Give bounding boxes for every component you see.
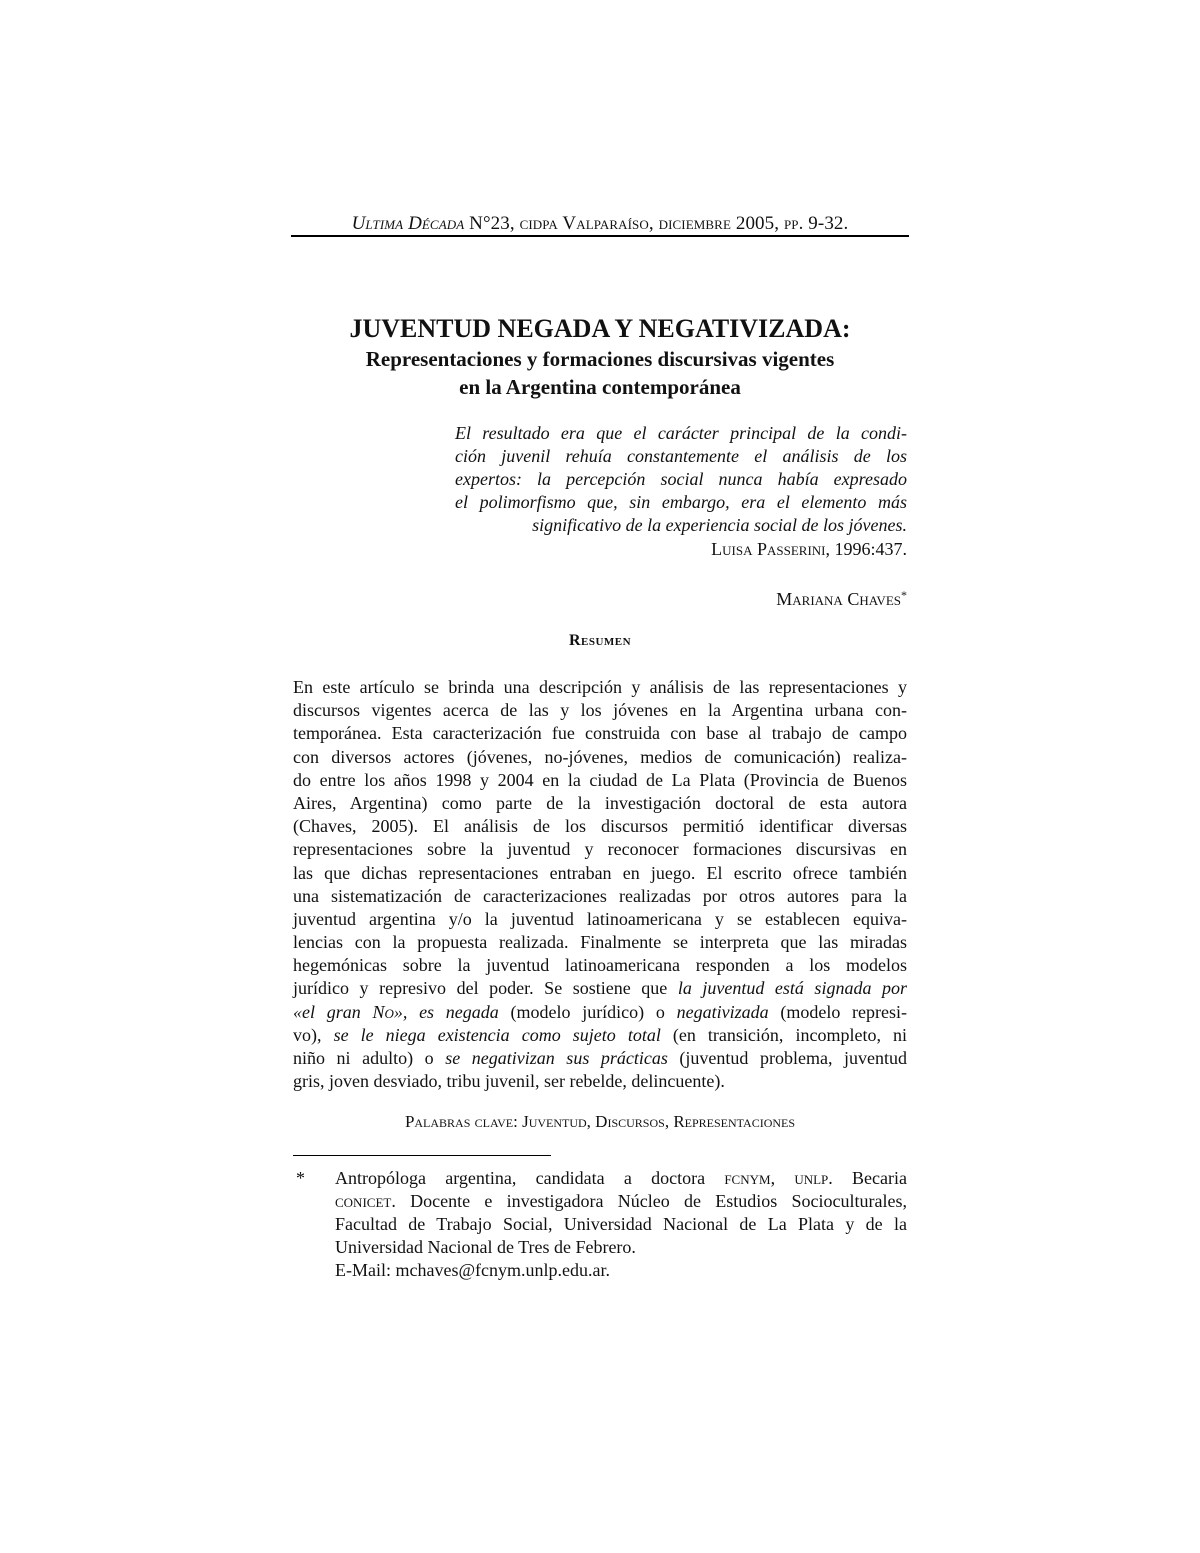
abstract-emphasis: No [372,1001,394,1022]
abstract-line: lencias con la propuesta realizada. Finalmente se interpreta que las miradas [293,932,907,953]
abstract-text: niño ni adulto) o [293,1048,446,1068]
epigraph-line: El resultado era que el carácter principal de la condi- [455,423,907,443]
footnote-rule [293,1155,551,1156]
footnote-line: Universidad Nacional de Tres de Febrero. [335,1237,636,1257]
abstract-line: juventud argentina y/o la juventud latinoamericana y se establecen equiva- [293,908,907,929]
footnote-abbr: fcnym [724,1168,771,1188]
article-subtitle-line-1: Representaciones y formaciones discursivas vigentes [365,347,835,371]
abstract-emphasis: se negativizan sus prácticas [445,1048,668,1068]
abstract-emphasis: «el gran [293,1001,373,1022]
footnote-body [335,1167,907,1282]
epigraph-line: el polimorfismo que, sin embargo, era el elemento más [455,492,907,512]
abstract-line: las que dichas representaciones entraban en juego. El escrito ofrece también [293,862,907,883]
abstract-line [293,1047,907,1070]
footnote-mark: * [296,1168,305,1188]
abstract-line: Aires, Argentina) como parte de la investigación doctoral de esta autora [293,792,907,813]
abstract-line: una sistematización de caracterizaciones realizadas por otros autores para la [293,885,907,906]
footnote-abbr: conicet [335,1191,392,1211]
abstract-text: jurídico y represivo del poder. Se sostiene que [293,978,678,999]
header-rule [291,235,909,237]
epigraph-source: Luisa Passerini, 1996:437. [711,539,907,559]
epigraph-line: ción juvenil rehuía constantemente el análisis de los [455,446,907,466]
abstract-line: representaciones sobre la juventud y reconocer formaciones discursivas en [293,839,907,860]
epigraph [455,422,907,537]
issue-number: N°23, [469,213,515,234]
abstract-emphasis: negativizada [676,1001,769,1022]
article-title: JUVENTUD NEGADA Y NEGATIVIZADA: [349,314,851,343]
article-subtitle-line-2: en la Argentina contemporánea [459,375,741,399]
footnote-text: . Docente e investigadora Núcleo de Estudios Socioculturales, [391,1191,907,1211]
abstract-line: discursos vigentes acerca de las y los jóvenes en la Argentina urbana con- [293,700,907,721]
abstract-line: do entre los años 1998 y 2004 en la ciudad de La Plata (Provincia de Buenos [293,769,907,790]
author-byline [600,583,907,611]
footnote-abbr: unlp [794,1168,829,1188]
abstract-line: (Chaves, 2005). El análisis de los discursos permitió identificar diversas [293,816,907,837]
abstract-line: con diversos actores (jóvenes, no-jóvenes, medios de comunicación) realiza- [293,746,907,767]
footnote-text: , [770,1168,795,1188]
footnote-line: Facultad de Trabajo Social, Universidad Nacional de La Plata y de la [335,1214,907,1234]
publisher: cidpa Valparaíso [519,213,649,234]
abstract-line: En este artículo se brinda una descripción y análisis de las representaciones y [293,677,907,697]
footnote-email: E-Mail: mchaves@fcnym.unlp.edu.ar. [335,1260,611,1280]
journal-name: Ultima Década [351,213,465,234]
footnote-marker: * [901,588,907,602]
abstract-text: (modelo represi- [768,1001,907,1022]
abstract-heading: Resumen [568,632,632,649]
running-header [291,212,909,236]
epigraph-line: expertos: la percepción social nunca había expresado [455,469,907,489]
author-name: Mariana Chaves [776,589,901,609]
abstract-line [293,977,907,1000]
abstract-line: gris, joven desviado, tribu juvenil, ser rebelde, delincuente). [293,1071,725,1092]
epigraph-line: significativo de la experiencia social de los jóvenes. [532,515,907,535]
abstract-text: (juventud problema, juventud [667,1048,907,1068]
abstract-text: (en transición, incompleto, ni [660,1024,907,1045]
abstract-emphasis: la juventud está signada por [677,978,907,999]
footnote-text: Antropóloga argentina, candidata a doctora [335,1168,725,1188]
abstract-line: temporánea. Esta caracterización fue construida con base al trabajo de campo [293,723,907,744]
abstract-body [293,676,907,1093]
footnote-text: . Becaria [828,1168,908,1188]
abstract-text: vo), [293,1024,334,1045]
abstract-text: (modelo jurídico) o [498,1001,677,1022]
abstract-emphasis: », es negada [393,1001,499,1022]
footnote-line [335,1167,907,1190]
keywords: Palabras clave: Juventud, Discursos, Representaciones [404,1112,796,1131]
abstract-emphasis: se le niega existencia como sujeto total [333,1024,661,1045]
abstract-line: hegemónicas sobre la juventud latinoamericana responden a los modelos [293,955,907,976]
footnote-line [335,1190,907,1213]
abstract-line [293,1001,907,1024]
abstract-line [293,1024,907,1047]
date-and-pages: , diciembre 2005, pp. 9-32. [648,213,849,234]
